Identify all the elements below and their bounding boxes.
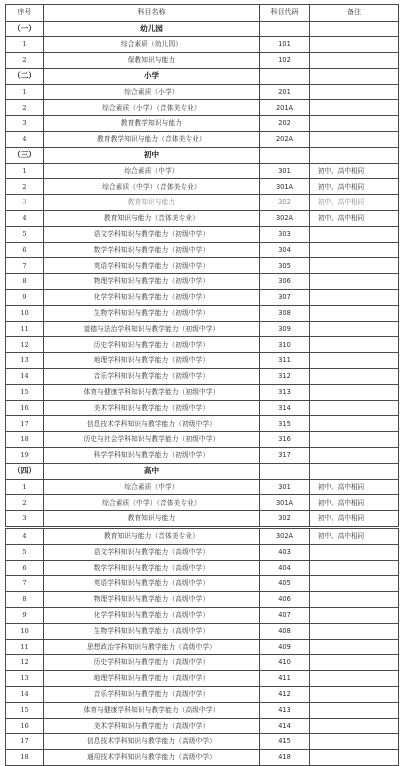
row-note — [310, 448, 399, 464]
row-note: 初中、高中相同 — [310, 528, 399, 545]
row-subject-name: 历史与社会学科知识与教学能力（初级中学） — [44, 432, 260, 448]
row-subject-code: 407 — [260, 607, 310, 623]
section-label: （三） — [6, 147, 44, 163]
row-subject-code: 202 — [260, 116, 310, 132]
row-no: 19 — [6, 448, 44, 464]
row-subject-name: 信息技术学科知识与教学能力（初级中学） — [44, 416, 260, 432]
row-no: 13 — [6, 671, 44, 687]
row-subject-name: 历史学科知识与教学能力（初级中学） — [44, 337, 260, 353]
row-subject-code: 413 — [260, 702, 310, 718]
row-subject-name: 通用技术学科知识与教学能力（高级中学） — [44, 750, 260, 766]
row-subject-code: 411 — [260, 671, 310, 687]
table-row — [6, 353, 399, 369]
row-subject-code: 301 — [260, 163, 310, 179]
table-row — [6, 734, 399, 750]
table-row — [6, 116, 399, 132]
table-header-row — [6, 5, 399, 22]
row-subject-name: 生物学科知识与教学能力（高级中学） — [44, 623, 260, 639]
row-subject-name: 英语学科知识与教学能力（初级中学） — [44, 258, 260, 274]
table-row — [6, 544, 399, 560]
row-note: 初中、高中相同 — [310, 495, 399, 511]
row-subject-code: 414 — [260, 718, 310, 734]
row-note — [310, 369, 399, 385]
row-no: 16 — [6, 718, 44, 734]
row-subject-name: 数学学科知识与教学能力（初级中学） — [44, 242, 260, 258]
row-note — [310, 84, 399, 100]
row-subject-name: 英语学科知识与教学能力（高级中学） — [44, 576, 260, 592]
row-no: 3 — [6, 511, 44, 528]
row-note — [310, 400, 399, 416]
row-note — [310, 607, 399, 623]
row-subject-code: 303 — [260, 226, 310, 242]
row-subject-name: 生物学科知识与教学能力（初级中学） — [44, 305, 260, 321]
row-note — [310, 686, 399, 702]
row-subject-code: 102 — [260, 53, 310, 69]
row-note — [310, 702, 399, 718]
row-subject-code: 301A — [260, 179, 310, 195]
row-note: 初中、高中相同 — [310, 511, 399, 528]
table-row — [6, 37, 399, 53]
row-subject-code: 403 — [260, 544, 310, 560]
row-subject-code: 408 — [260, 623, 310, 639]
empty-cell — [310, 463, 399, 479]
row-no: 7 — [6, 258, 44, 274]
table-row — [6, 400, 399, 416]
empty-cell — [260, 21, 310, 37]
row-note — [310, 274, 399, 290]
row-subject-name: 语文学科知识与教学能力（初级中学） — [44, 226, 260, 242]
table-row — [6, 576, 399, 592]
row-note — [310, 592, 399, 608]
row-note — [310, 100, 399, 116]
row-subject-code: 406 — [260, 592, 310, 608]
row-no: 12 — [6, 337, 44, 353]
row-subject-code: 301 — [260, 479, 310, 495]
row-subject-code: 101 — [260, 37, 310, 53]
row-subject-code: 410 — [260, 655, 310, 671]
row-subject-code: 309 — [260, 321, 310, 337]
table-row — [6, 384, 399, 400]
table-row — [6, 592, 399, 608]
row-no: 1 — [6, 163, 44, 179]
row-subject-name: 物理学科知识与教学能力（初级中学） — [44, 274, 260, 290]
row-subject-name: 历史学科知识与教学能力（高级中学） — [44, 655, 260, 671]
row-no: 11 — [6, 321, 44, 337]
row-note: 初中、高中相同 — [310, 211, 399, 227]
row-subject-name: 教育知识与能力（音体美专业） — [44, 211, 260, 227]
row-subject-name: 物理学科知识与教学能力（高级中学） — [44, 592, 260, 608]
row-subject-code: 201A — [260, 100, 310, 116]
row-note — [310, 432, 399, 448]
empty-cell — [310, 147, 399, 163]
row-note — [310, 718, 399, 734]
row-subject-code: 412 — [260, 686, 310, 702]
row-no: 7 — [6, 576, 44, 592]
row-no: 12 — [6, 655, 44, 671]
row-subject-code: 302 — [260, 195, 310, 211]
header-name: 科目名称 — [44, 5, 260, 22]
row-note — [310, 671, 399, 687]
row-note: 初中、高中相同 — [310, 179, 399, 195]
table-row — [6, 528, 399, 545]
table-row — [6, 290, 399, 306]
row-no: 6 — [6, 560, 44, 576]
table-row — [6, 132, 399, 148]
row-note — [310, 37, 399, 53]
row-no: 2 — [6, 100, 44, 116]
table-row — [6, 607, 399, 623]
table-row — [6, 163, 399, 179]
row-subject-code: 302 — [260, 511, 310, 528]
row-no: 1 — [6, 84, 44, 100]
table-row — [6, 258, 399, 274]
row-note — [310, 242, 399, 258]
row-no: 9 — [6, 290, 44, 306]
row-subject-name: 体育与健康学科知识与教学能力（高级中学） — [44, 702, 260, 718]
row-no: 4 — [6, 211, 44, 227]
row-no: 4 — [6, 132, 44, 148]
section-row — [6, 147, 399, 163]
row-note — [310, 321, 399, 337]
row-no: 3 — [6, 116, 44, 132]
row-subject-name: 化学学科知识与教学能力（初级中学） — [44, 290, 260, 306]
table-row — [6, 211, 399, 227]
table-row — [6, 305, 399, 321]
row-subject-code: 311 — [260, 353, 310, 369]
table-row — [6, 479, 399, 495]
row-note — [310, 226, 399, 242]
section-row — [6, 21, 399, 37]
empty-cell — [310, 21, 399, 37]
row-subject-code: 405 — [260, 576, 310, 592]
row-no: 14 — [6, 686, 44, 702]
row-subject-code: 310 — [260, 337, 310, 353]
row-subject-name: 科学学科知识与教学能力（初级中学） — [44, 448, 260, 464]
row-no: 16 — [6, 400, 44, 416]
row-no: 10 — [6, 623, 44, 639]
table-row — [6, 623, 399, 639]
row-no: 17 — [6, 416, 44, 432]
subject-table — [5, 4, 399, 766]
row-no: 11 — [6, 639, 44, 655]
row-no: 2 — [6, 495, 44, 511]
row-note: 初中、高中相同 — [310, 479, 399, 495]
row-subject-code: 308 — [260, 305, 310, 321]
row-note — [310, 132, 399, 148]
row-subject-name: 地理学科知识与教学能力（初级中学） — [44, 353, 260, 369]
section-row — [6, 68, 399, 84]
row-subject-code: 312 — [260, 369, 310, 385]
table-row — [6, 639, 399, 655]
row-subject-name: 教育教学知识与能力（音体美专业） — [44, 132, 260, 148]
row-subject-name: 语文学科知识与教学能力（高级中学） — [44, 544, 260, 560]
row-no: 10 — [6, 305, 44, 321]
empty-cell — [260, 147, 310, 163]
row-no: 18 — [6, 750, 44, 766]
table-row — [6, 686, 399, 702]
table-row — [6, 448, 399, 464]
row-subject-name: 道德与法治学科知识与教学能力（初级中学） — [44, 321, 260, 337]
row-subject-name: 化学学科知识与教学能力（高级中学） — [44, 607, 260, 623]
row-note — [310, 290, 399, 306]
row-no: 5 — [6, 226, 44, 242]
table-row — [6, 560, 399, 576]
section-label: （一） — [6, 21, 44, 37]
row-subject-code: 418 — [260, 750, 310, 766]
row-note — [310, 416, 399, 432]
table-row — [6, 671, 399, 687]
row-no: 4 — [6, 528, 44, 545]
row-no: 8 — [6, 592, 44, 608]
row-subject-name: 音乐学科知识与教学能力（初级中学） — [44, 369, 260, 385]
row-no: 15 — [6, 702, 44, 718]
row-note — [310, 576, 399, 592]
row-subject-code: 302A — [260, 528, 310, 545]
section-title: 小学 — [44, 68, 260, 84]
row-note — [310, 655, 399, 671]
row-note — [310, 384, 399, 400]
header-no: 序号 — [6, 5, 44, 22]
row-subject-code: 202A — [260, 132, 310, 148]
table-row — [6, 100, 399, 116]
row-subject-name: 综合素质（小学） — [44, 84, 260, 100]
row-subject-name: 保教知识与能力 — [44, 53, 260, 69]
row-subject-code: 313 — [260, 384, 310, 400]
row-note — [310, 560, 399, 576]
row-no: 2 — [6, 53, 44, 69]
row-subject-code: 201 — [260, 84, 310, 100]
row-note — [310, 305, 399, 321]
row-subject-code: 415 — [260, 734, 310, 750]
row-note — [310, 639, 399, 655]
row-subject-name: 信息技术学科知识与教学能力（高级中学） — [44, 734, 260, 750]
row-subject-code: 306 — [260, 274, 310, 290]
section-row — [6, 463, 399, 479]
row-no: 2 — [6, 179, 44, 195]
row-subject-name: 综合素质（幼儿园） — [44, 37, 260, 53]
row-no: 15 — [6, 384, 44, 400]
row-note — [310, 623, 399, 639]
table-row — [6, 84, 399, 100]
row-subject-name: 数学学科知识与教学能力（高级中学） — [44, 560, 260, 576]
row-subject-code: 315 — [260, 416, 310, 432]
row-subject-name: 美术学科知识与教学能力（高级中学） — [44, 718, 260, 734]
section-title: 高中 — [44, 463, 260, 479]
table-row — [6, 337, 399, 353]
header-note: 备注 — [310, 5, 399, 22]
row-subject-code: 316 — [260, 432, 310, 448]
row-note: 初中、高中相同 — [310, 195, 399, 211]
row-no: 3 — [6, 195, 44, 211]
table-row — [6, 718, 399, 734]
row-subject-code: 302A — [260, 211, 310, 227]
row-no: 18 — [6, 432, 44, 448]
row-subject-code: 404 — [260, 560, 310, 576]
row-subject-name: 教育知识与能力（音体美专业） — [44, 528, 260, 545]
empty-cell — [310, 68, 399, 84]
row-note — [310, 750, 399, 766]
table-row — [6, 195, 399, 211]
empty-cell — [260, 68, 310, 84]
row-subject-name: 教育知识与能力 — [44, 195, 260, 211]
table-row — [6, 655, 399, 671]
row-subject-name: 体育与健康学科知识与教学能力（初级中学） — [44, 384, 260, 400]
row-no: 5 — [6, 544, 44, 560]
row-no: 1 — [6, 479, 44, 495]
table-row — [6, 416, 399, 432]
table-row — [6, 495, 399, 511]
row-subject-name: 音乐学科知识与教学能力（高级中学） — [44, 686, 260, 702]
row-note — [310, 337, 399, 353]
table-body — [6, 21, 399, 765]
row-no: 14 — [6, 369, 44, 385]
table-row — [6, 750, 399, 766]
header-code: 科目代码 — [260, 5, 310, 22]
row-note — [310, 353, 399, 369]
row-no: 8 — [6, 274, 44, 290]
section-label: （四） — [6, 463, 44, 479]
row-subject-name: 综合素质（中学） — [44, 163, 260, 179]
row-no: 17 — [6, 734, 44, 750]
table-row — [6, 274, 399, 290]
row-no: 6 — [6, 242, 44, 258]
table-row — [6, 226, 399, 242]
row-note: 初中、高中相同 — [310, 163, 399, 179]
row-subject-name: 综合素质（中学） — [44, 479, 260, 495]
row-note — [310, 258, 399, 274]
row-subject-name: 教育教学知识与能力 — [44, 116, 260, 132]
empty-cell — [260, 463, 310, 479]
row-note — [310, 734, 399, 750]
row-note — [310, 544, 399, 560]
section-title: 幼儿园 — [44, 21, 260, 37]
table-row — [6, 53, 399, 69]
table-row — [6, 702, 399, 718]
row-subject-code: 409 — [260, 639, 310, 655]
row-note — [310, 53, 399, 69]
row-subject-name: 综合素质（小学）（音体美专业） — [44, 100, 260, 116]
row-subject-name: 综合素质（中学）（音体美专业） — [44, 179, 260, 195]
row-subject-code: 314 — [260, 400, 310, 416]
row-subject-name: 思想政治学科知识与教学能力（高级中学） — [44, 639, 260, 655]
row-no: 13 — [6, 353, 44, 369]
row-subject-name: 教育知识与能力 — [44, 511, 260, 528]
row-note — [310, 116, 399, 132]
row-subject-name: 地理学科知识与教学能力（高级中学） — [44, 671, 260, 687]
row-subject-code: 304 — [260, 242, 310, 258]
table-row — [6, 242, 399, 258]
row-no: 9 — [6, 607, 44, 623]
row-no: 1 — [6, 37, 44, 53]
section-label: （二） — [6, 68, 44, 84]
row-subject-name: 美术学科知识与教学能力（初级中学） — [44, 400, 260, 416]
row-subject-code: 317 — [260, 448, 310, 464]
table-row — [6, 511, 399, 528]
table-row — [6, 179, 399, 195]
row-subject-name: 综合素质（中学）（音体美专业） — [44, 495, 260, 511]
table-row — [6, 369, 399, 385]
row-subject-code: 305 — [260, 258, 310, 274]
table-row — [6, 432, 399, 448]
section-title: 初中 — [44, 147, 260, 163]
row-subject-code: 307 — [260, 290, 310, 306]
row-subject-code: 301A — [260, 495, 310, 511]
table-row — [6, 321, 399, 337]
